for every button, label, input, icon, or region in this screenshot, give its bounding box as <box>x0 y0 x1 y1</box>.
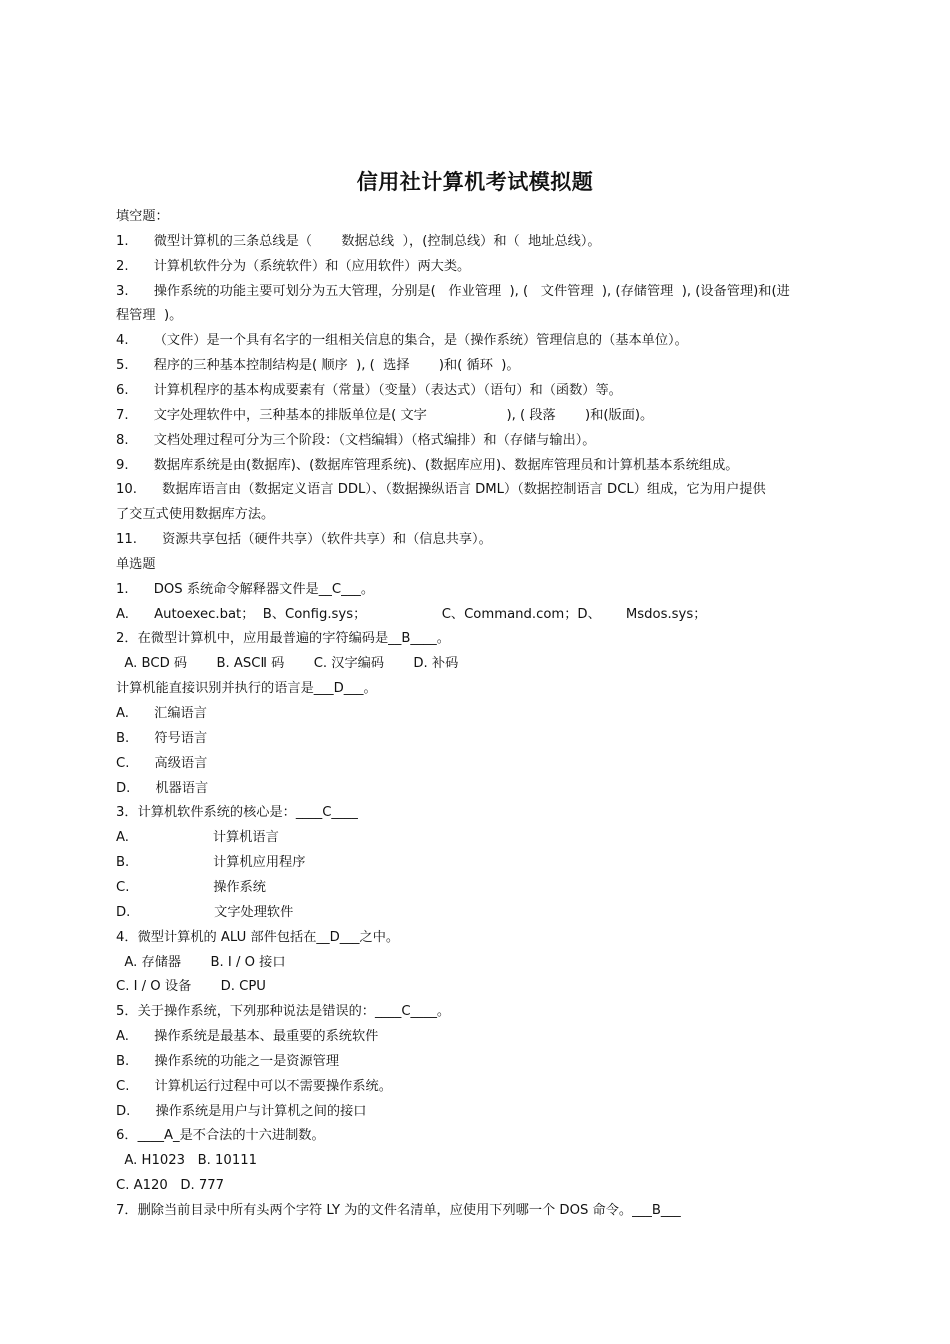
text-line: 2．在微型计算机中，应用最普遍的字符编码是__B____。 <box>116 631 450 647</box>
text-line: 9. 数据库系统是由(数据库)、(数据库管理系统)、(数据库应用)、数据库管理员和计算机基本系统组成。 <box>116 457 739 473</box>
text-line: B. 计算机应用程序 <box>116 855 306 871</box>
text-line: 3．计算机软件系统的核心是：____C____ <box>116 805 358 821</box>
text-line: B. 操作系统的功能之一是资源管理 <box>116 1053 340 1069</box>
text-line: C. 计算机运行过程中可以不需要操作系统。 <box>116 1078 392 1094</box>
text-line: 5．关于操作系统，下列那种说法是错误的：____C____。 <box>116 1004 451 1020</box>
text-line: 5. 程序的三种基本控制结构是( 顺序 ), ( 选择 )和( 循环 )。 <box>116 358 520 374</box>
text-line: 程管理 )。 <box>116 308 183 324</box>
text-line: A. Autoexec.bat； B、Config.sys； C、Command.com；D、 Msdos.sys； <box>116 606 707 622</box>
text-line: B. 符号语言 <box>116 730 208 746</box>
text-line: C. A120 D. 777 <box>116 1178 225 1194</box>
text-line: 2. 计算机软件分为（系统软件）和（应用软件）两大类。 <box>116 258 471 274</box>
text-line: 4. （文件）是一个具有名字的一组相关信息的集合，是（操作系统）管理信息的（基本单位）。 <box>116 333 688 349</box>
text-line: 6．____A_是不合法的十六进制数。 <box>116 1128 325 1144</box>
text-line: 计算机能直接识别并执行的语言是___D___。 <box>116 681 377 697</box>
text-line: 1. DOS 系统命令解释器文件是__C___。 <box>116 581 375 597</box>
text-line: 填空题： <box>116 209 169 224</box>
text-line: A. BCD 码 B. ASCⅡ 码 C. 汉字编码 D. 补码 <box>116 656 459 672</box>
text-line: A. 操作系统是最基本、最重要的系统软件 <box>116 1029 379 1045</box>
text-line: 10. 数据库语言由（数据定义语言 DDL）、（数据操纵语言 DML）（数据控制语言 DCL）组成，它为用户提供 <box>116 482 766 498</box>
text-line: C. 操作系统 <box>116 879 266 895</box>
text-line: 8. 文档处理过程可分为三个阶段：（文档编辑）（格式编排）和（存储与输出）。 <box>116 432 596 448</box>
text-line: 4．微型计算机的 ALU 部件包括在__D___之中。 <box>116 929 400 945</box>
text-line: A. H1023 B. 10111 <box>116 1153 257 1169</box>
text-line: C. I / O 设备 D. CPU <box>116 979 266 995</box>
page-title: 信用社计算机考试模拟题 <box>356 170 594 194</box>
text-line: 单选题 <box>116 556 156 572</box>
text-line: 7. 文字处理软件中，三种基本的排版单位是( 文字 ), ( 段落 )和(版面)。 <box>116 407 654 423</box>
text-line: A. 存储器 B. I / O 接口 <box>116 954 286 970</box>
text-line: A. 汇编语言 <box>116 706 207 721</box>
text-line: C. 高级语言 <box>116 755 208 771</box>
text-line: 3. 操作系统的功能主要可划分为五大管理，分别是( 作业管理 ), ( 文件管理 ), (存储管理 ), (设备管理)和(进 <box>116 283 790 299</box>
text-line: D. 操作系统是用户与计算机之间的接口 <box>116 1103 367 1119</box>
text-line: D. 文字处理软件 <box>116 904 294 920</box>
text-line: 6. 计算机程序的基本构成要素有（常量）（变量）（表达式）（语句）和（函数）等。 <box>116 382 622 398</box>
text-line: 了交互式使用数据库方法。 <box>116 507 275 523</box>
text-line: D. 机器语言 <box>116 780 209 796</box>
text-line: A. 计算机语言 <box>116 830 279 846</box>
text-line: 1. 微型计算机的三条总线是（ 数据总线 ），(控制总线）和（ 地址总线）。 <box>116 233 601 249</box>
text-line: 7．删除当前目录中所有头两个字符 LY 为的文件名清单，应使用下列哪一个 DOS 命令。___B___ <box>116 1203 681 1218</box>
text-line: 11. 资源共享包括（硬件共享）（软件共享）和（信息共享）。 <box>116 532 492 548</box>
